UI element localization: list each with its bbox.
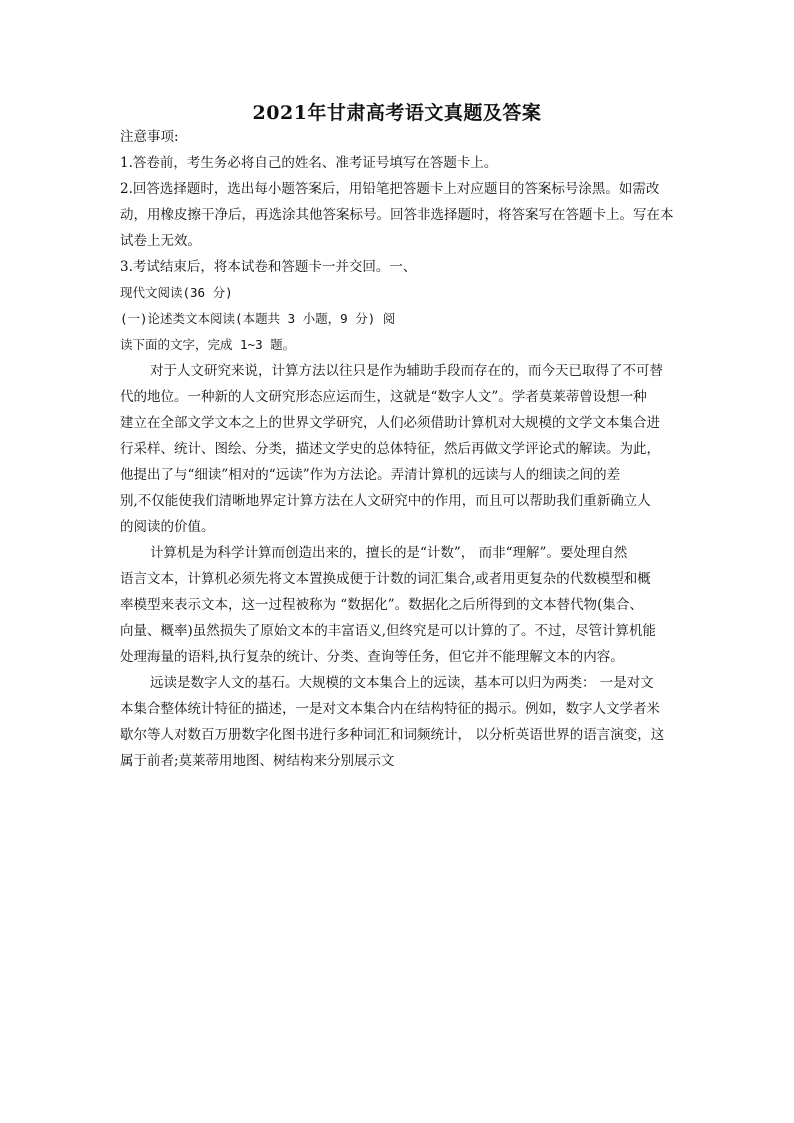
notice-line: 试卷上无效。 <box>120 233 201 249</box>
reading-instruction: 读下面的文字，完成 1~3 题。 <box>120 337 296 352</box>
notice-line: 2.回答选择题时，选出每小题答案后，用铅笔把答题卡上对应题目的答案标号涂黑。如需改 <box>120 181 660 197</box>
notice-line: 动，用橡皮擦干净后，再选涂其他答案标号。回答非选择题时，将答案写在答题卡上。写在本 <box>120 207 674 223</box>
paragraph-line: 远读是数字人文的基石。大规模的文本集合上的远读，基本可以归为两类： 一是对文 <box>150 675 654 691</box>
notice-heading: 注意事项: <box>120 129 179 145</box>
notice-line: 1.答卷前，考生务必将自己的姓名、准考证号填写在答题卡上。 <box>120 155 498 171</box>
paragraph-line: 的阅读的价值。 <box>120 519 215 535</box>
paragraph-line: 率模型来表示文本，这一过程被称为 “数据化”。数据化之后所得到的文本替代物(集合、 <box>120 597 643 613</box>
paragraph-line: 本集合整体统计特征的描述，一是对文本集合内在结构特征的揭示。例如，数字人文学者米 <box>120 701 660 717</box>
paragraph-line: 向量、概率)虽然损失了原始文本的丰富语义,但终究是可以计算的了。不过，尽管计算机能 <box>120 623 657 639</box>
paragraph-line: 对于人文研究来说，计算方法以往只是作为辅助手段而存在的，而今天已取得了不可替 <box>150 363 663 379</box>
subsection-heading: (一)论述类文本阅读(本题共 3 小题，9 分) 阅 <box>120 311 396 326</box>
paragraph-line: 建立在全部文学文本之上的世界文学研究，人们必须借助计算机对大规模的文学文本集合进 <box>120 415 660 431</box>
paragraph-line: 处理海量的语料,执行复杂的统计、分类、查询等任务，但它并不能理解文本的内容。 <box>120 649 624 665</box>
paragraph-line: 行采样、统计、图绘、分类，描述文学史的总体特征，然后再做文学评论式的解读。为此， <box>120 441 660 457</box>
paragraph-line: 他提出了与“细读”相对的“远读”作为方法论。弄清计算机的远读与人的细读之间的差 <box>120 467 621 483</box>
document-title: 2021年甘肃高考语文真题及答案 <box>252 102 542 124</box>
paragraph-line: 代的地位。一种新的人文研究形态应运而生，这就是“数字人文”。学者莫莱蒂曾设想一种 <box>120 389 647 405</box>
paragraph-line: 属于前者;莫莱蒂用地图、树结构来分别展示文 <box>120 753 395 769</box>
section-heading: 现代文阅读(36 分) <box>120 285 233 300</box>
paragraph-line: 计算机是为科学计算而创造出来的，擅长的是“计数”， 而非“理解”。要处理自然 <box>150 545 628 561</box>
notice-line: 3.考试结束后，将本试卷和答题卡一并交回。一、 <box>120 259 417 275</box>
paragraph-line: 别,不仅能使我们清晰地界定计算方法在人文研究中的作用，而且可以帮助我们重新确立人 <box>120 493 651 509</box>
paragraph-line: 歇尔等人对数百万册数字化图书进行多种词汇和词频统计， 以分析英语世界的语言演变，这 <box>120 727 665 743</box>
paragraph-line: 语言文本，计算机必须先将文本置换成便于计数的词汇集合,或者用更复杂的代数模型和概 <box>120 571 651 587</box>
document-body <box>120 124 680 774</box>
